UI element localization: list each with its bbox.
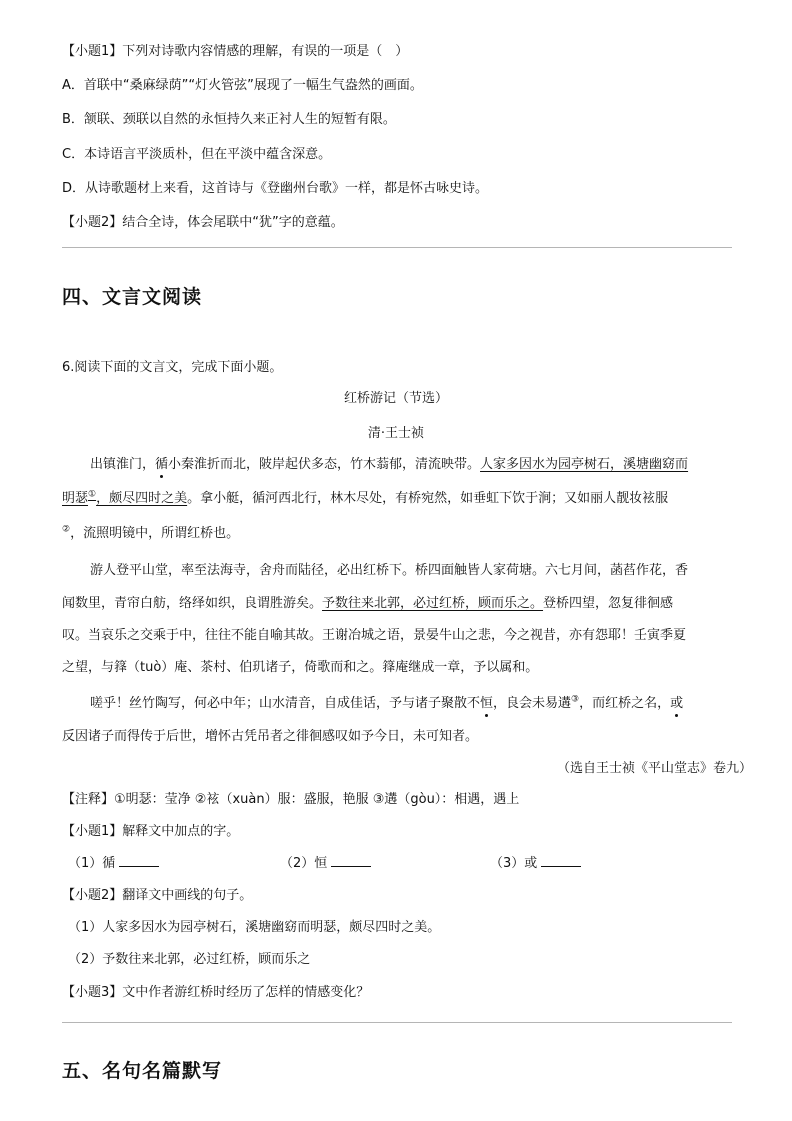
passage-p2-line1: 游人登平山堂，率至法海寺，舍舟而陆径，必出红桥下。桥四面触皆人家荷塘。六七月间，菡萏作花，香 <box>90 563 689 578</box>
option-c: C．本诗语言平淡质朴，但在平淡中蕴含深意。 <box>62 147 332 162</box>
underlined-sentence: 予数往来北郭，必过红桥，顾而乐之。 <box>322 596 544 611</box>
reading-intro: 6.阅读下面的文言文，完成下面小题。 <box>62 360 283 375</box>
passage-p3-line2: 反因诸子而得传于后世，增怀古凭吊者之徘徊感叹如予今日，未可知者。 <box>62 729 479 744</box>
annotations: 【注释】①明瑟：莹净 ②袨（xuàn）服：盛服，艳服 ③遘（gòu）：相遇，遇上 <box>62 792 520 807</box>
option-b: B．颔联、颈联以自然的永恒持久来正衬人生的短暂有限。 <box>62 112 396 127</box>
passage-p1-line3: ②，流照明镜中，所谓红桥也。 <box>62 524 240 541</box>
question-3-1: 【小题1】下列对诗歌内容情感的理解，有误的一项是（ ） <box>62 44 409 59</box>
divider <box>62 1022 732 1023</box>
answer-item-3: （3）或 <box>490 854 581 874</box>
note-marker: ② <box>62 524 71 535</box>
note-marker: ③ <box>571 694 580 705</box>
passage-p1-line1: 出镇淮门，循小秦淮折而北，陂岸起伏多态，竹木蓊郁，清流映带。人家多因水为园亭树石，溪塘幽窈而 <box>90 457 689 472</box>
question-4-1: 【小题1】解释文中加点的字。 <box>62 824 240 839</box>
passage-p2-line3: 叹。当哀乐之交乘于中，往往不能自喻其故。王谢冶城之语，景晏牛山之悲，今之视昔，亦有怨耶！壬寅季夏 <box>62 628 687 643</box>
question-3-2: 【小题2】结合全诗，体会尾联中“犹”字的意蕴。 <box>62 215 344 230</box>
passage-source: （选自王士祯《平山堂志》卷九） <box>556 761 752 776</box>
section-heading-4: 四、文言文阅读 <box>62 286 203 308</box>
passage-p1-line2: 明瑟①，颇尽四时之美。拿小艇，循河西北行，林木尽处，有桥宛然，如垂虹下饮于涧；又如丽人靓妆袨服 <box>62 489 669 506</box>
answer-blank[interactable] <box>541 854 581 867</box>
question-4-3: 【小题3】文中作者游红桥时经历了怎样的情感变化？ <box>62 985 370 1000</box>
answer-item-1: （1）循 <box>68 854 159 874</box>
passage-p2-line4: 之望，与箨（tuò）庵、茶村、伯玑诸子，倚歌而和之。箨庵继成一章，予以属和。 <box>62 660 539 675</box>
passage-p3-line1: 嗟乎！丝竹陶写，何必中年；山水清音，自成佳话，予与诸子聚散不恒，良会未易遘③，而红桥之名，或 <box>90 694 684 711</box>
option-a: A．首联中“桑麻绿荫”“灯火管弦”展现了一幅生气盎然的画面。 <box>62 78 423 93</box>
passage-title: 红桥游记（节选） <box>343 391 448 406</box>
answer-blank[interactable] <box>331 854 371 867</box>
dotted-char: 循 <box>155 457 169 472</box>
divider <box>62 247 732 248</box>
underlined-sentence: 人家多因水为园亭树石，溪塘幽窈而 <box>480 457 689 472</box>
translation-item-2: （2）予数往来北郭，必过红桥，顾而乐之 <box>68 952 311 967</box>
answer-blank[interactable] <box>119 854 159 867</box>
dotted-char: 恒 <box>480 696 494 711</box>
section-heading-5: 五、名句名篇默写 <box>62 1060 223 1082</box>
passage-author: 清·王士祯 <box>367 426 425 441</box>
passage-p2-line2: 闻数里，青帘白舫，络绎如织，良谓胜游矣。予数往来北郭，必过红桥，顾而乐之。登桥四望，忽复徘徊感 <box>62 596 674 611</box>
translation-item-1: （1）人家多因水为园亭树石，溪塘幽窈而明瑟，颇尽四时之美。 <box>68 920 441 935</box>
question-4-2: 【小题2】翻译文中画线的句子。 <box>62 888 253 903</box>
dotted-char: 或 <box>670 696 684 711</box>
option-d: D．从诗歌题材上来看，这首诗与《登幽州台歌》一样，都是怀古咏史诗。 <box>62 181 489 196</box>
answer-item-2: （2）恒 <box>280 854 371 874</box>
note-marker: ① <box>88 489 97 500</box>
